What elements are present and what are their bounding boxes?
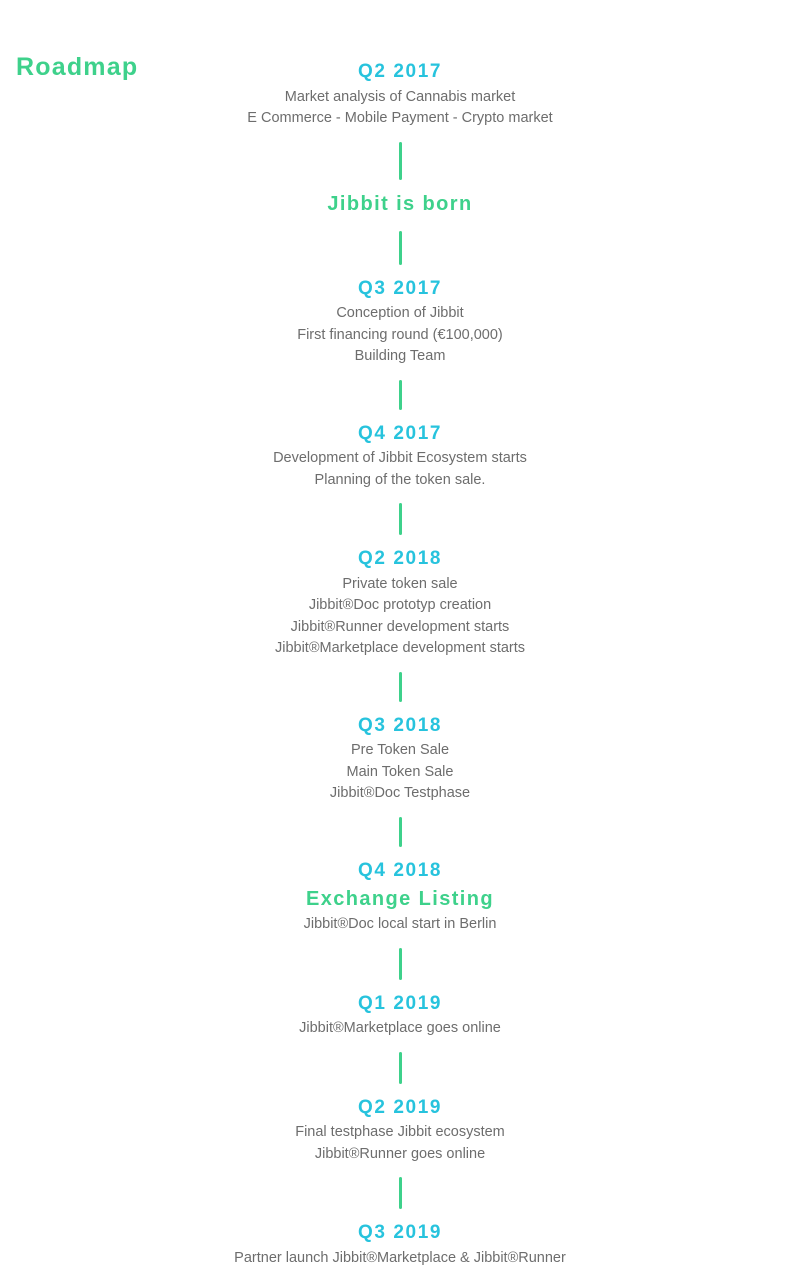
milestone-item: Market analysis of Cannabis market	[285, 87, 516, 109]
milestone-item: Conception of Jibbit	[336, 303, 463, 325]
milestone-item: Jibbit®Doc prototyp creation	[309, 595, 491, 617]
milestone-quarter-label: Q2 2017	[358, 58, 442, 87]
timeline-connector	[399, 503, 402, 535]
timeline-connector	[399, 817, 402, 847]
timeline-milestone	[0, 1094, 800, 1166]
timeline-milestone	[0, 420, 800, 492]
milestone-headline: Exchange Listing	[306, 885, 494, 914]
milestone-item: Planning of the token sale.	[315, 470, 486, 492]
milestone-item: Jibbit®Runner development starts	[291, 617, 510, 639]
timeline-connector	[399, 142, 402, 180]
milestone-item: Partner launch Jibbit®Marketplace & Jibbit®Runner	[234, 1248, 566, 1269]
milestone-item: First financing round (€100,000)	[297, 325, 503, 347]
milestone-item: Jibbit®Doc Testphase	[330, 783, 470, 805]
milestone-quarter-label: Q3 2019	[358, 1219, 442, 1248]
milestone-item: Jibbit®Marketplace development starts	[275, 638, 525, 660]
timeline-milestone	[0, 190, 800, 219]
milestone-headline: Jibbit is born	[327, 190, 472, 219]
timeline-connector	[399, 231, 402, 265]
milestone-quarter-label: Q3 2018	[358, 712, 442, 741]
timeline-milestone	[0, 857, 800, 936]
milestone-item: E Commerce - Mobile Payment - Crypto market	[247, 108, 552, 130]
timeline-milestone	[0, 58, 800, 130]
milestone-quarter-label: Q3 2017	[358, 275, 442, 304]
milestone-item: Pre Token Sale	[351, 740, 449, 762]
timeline-connector	[399, 672, 402, 702]
milestone-item: Final testphase Jibbit ecosystem	[295, 1122, 505, 1144]
timeline-connector	[399, 1177, 402, 1209]
milestone-quarter-label: Q4 2018	[358, 857, 442, 886]
milestone-quarter-label: Q2 2018	[358, 545, 442, 574]
milestone-quarter-label: Q2 2019	[358, 1094, 442, 1123]
timeline-milestone	[0, 275, 800, 368]
timeline-connector	[399, 380, 402, 410]
page-title: Roadmap	[16, 53, 138, 82]
milestone-item: Jibbit®Runner goes online	[315, 1144, 485, 1166]
milestone-item: Jibbit®Doc local start in Berlin	[304, 914, 497, 936]
milestone-item: Building Team	[355, 346, 446, 368]
timeline-milestone	[0, 712, 800, 805]
timeline-connector	[399, 948, 402, 980]
timeline-milestone	[0, 545, 800, 660]
milestone-item: Development of Jibbit Ecosystem starts	[273, 448, 527, 470]
milestone-item: Main Token Sale	[347, 762, 454, 784]
milestone-item: Private token sale	[342, 574, 457, 596]
timeline-milestone	[0, 990, 800, 1040]
milestone-item: Jibbit®Marketplace goes online	[299, 1018, 501, 1040]
milestone-quarter-label: Q4 2017	[358, 420, 442, 449]
milestone-quarter-label: Q1 2019	[358, 990, 442, 1019]
timeline-connector	[399, 1052, 402, 1084]
timeline-milestone	[0, 1219, 800, 1269]
